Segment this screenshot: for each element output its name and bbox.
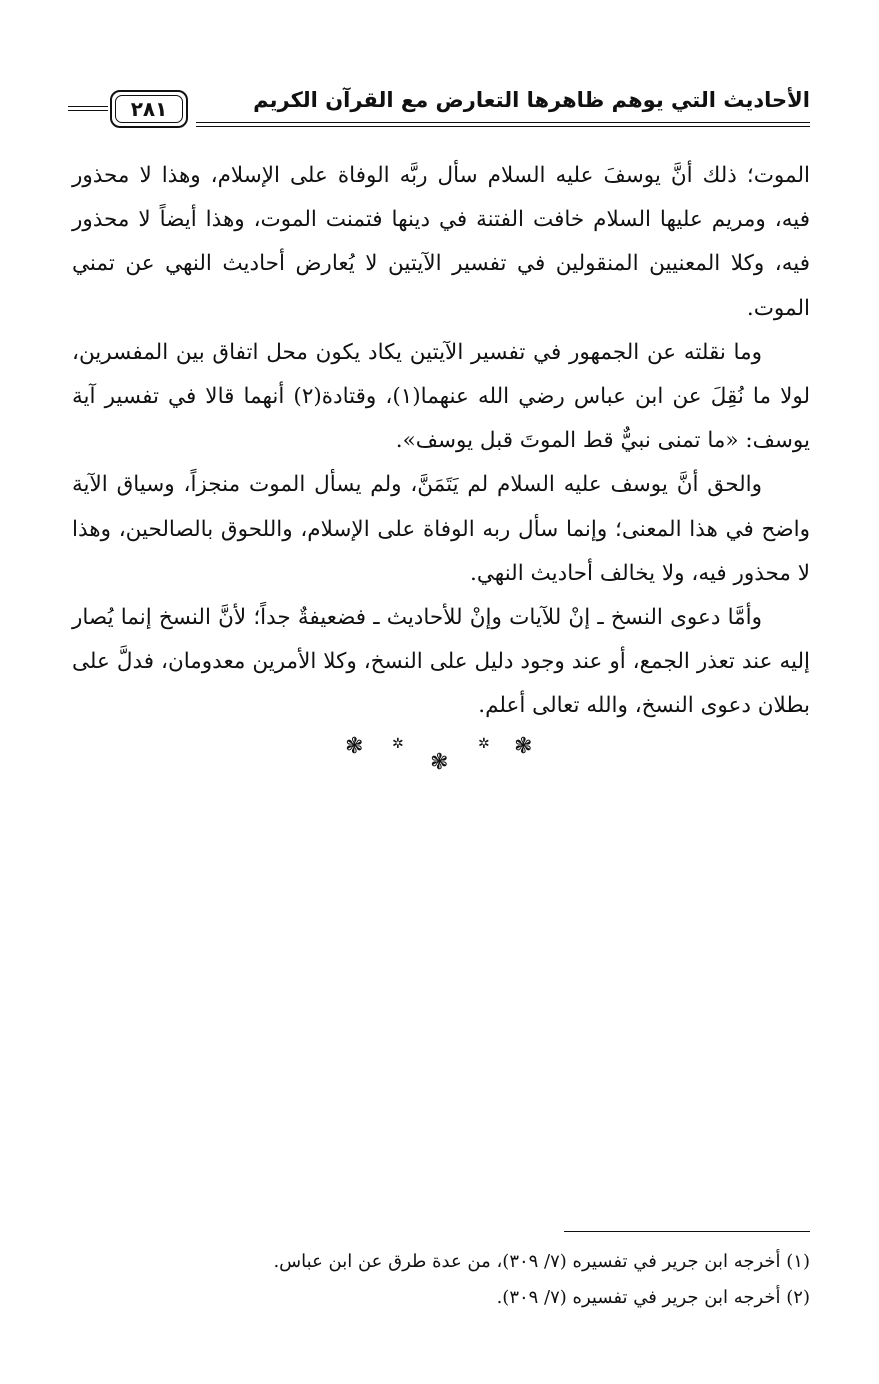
ornament-flower-icon: ❃ [345, 734, 364, 759]
ornament-flower-icon: ❃ [430, 750, 449, 775]
running-title: الأحاديث التي يوهم ظاهرها التعارض مع القرآن الكريم [253, 88, 810, 112]
section-divider-ornament [0, 730, 879, 780]
header-rule-bottom [196, 126, 810, 127]
page-number-frame [110, 90, 188, 128]
ornament-star-icon: ✲ [478, 736, 490, 752]
paragraph-4: وأمَّا دعوى النسخ ـ إنْ للآيات وإنْ للأحاديث ـ فضعيفةٌ جداً؛ لأنَّ النسخ إنما يُصار إليه عند تعذر الجمع، أو عند وجود دليل على النسخ، وكلا الأمرين معدومان، فدلَّ على بطلان دعوى النسخ، والله تعالى أعلم. [72, 605, 810, 719]
page-header [68, 82, 810, 132]
paragraph-1: الموت؛ ذلك أنَّ يوسفَ عليه السلام سأل ربَّه الوفاة على الإسلام، وهذا لا محذور فيه، ومريم عليها السلام خافت الفتنة في دينها فتمنت الموت، وهذا أيضاً لا محذور فيه، وكلا المعنيين المنقولين في تفسير الآيتين لا يُعارض أحاديث النهي عن تمني الموت. [72, 163, 810, 321]
header-left-rule-bottom [68, 110, 108, 111]
footnote-2: (٢) أخرجه ابن جرير في تفسيره (٧/ ٣٠٩). [496, 1287, 810, 1308]
paragraph-2: وما نقلته عن الجمهور في تفسير الآيتين يكاد يكون محل اتفاق بين المفسرين، لولا ما نُقِلَ عن ابن عباس رضي الله عنهما(١)، وقتادة(٢) أنهما قالا في تفسير آية يوسف: «ما تمنى نبيٌّ قط الموتَ قبل يوسف». [72, 339, 811, 454]
page-number: ٢٨١ [115, 95, 183, 123]
footnote-1: (١) أخرجه ابن جرير في تفسيره (٧/ ٣٠٩)، من عدة طرق عن ابن عباس. [273, 1251, 810, 1272]
ornament-flower-icon: ❃ [514, 734, 533, 759]
ornament-star-icon: ✲ [392, 736, 404, 752]
main-text [72, 154, 810, 729]
footnote-separator [564, 1231, 810, 1232]
paragraph-3: والحق أنَّ يوسف عليه السلام لم يَتَمَنَّ، ولم يسأل الموت منجزاً، وسياق الآية واضح في هذا المعنى؛ وإنما سأل ربه الوفاة على الإسلام، واللحوق بالصالحين، وهذا لا محذور فيه، ولا يخالف أحاديث النهي. [72, 472, 810, 586]
header-rule-top [196, 122, 810, 123]
footnotes [72, 1244, 810, 1316]
header-left-rule-top [68, 106, 108, 107]
